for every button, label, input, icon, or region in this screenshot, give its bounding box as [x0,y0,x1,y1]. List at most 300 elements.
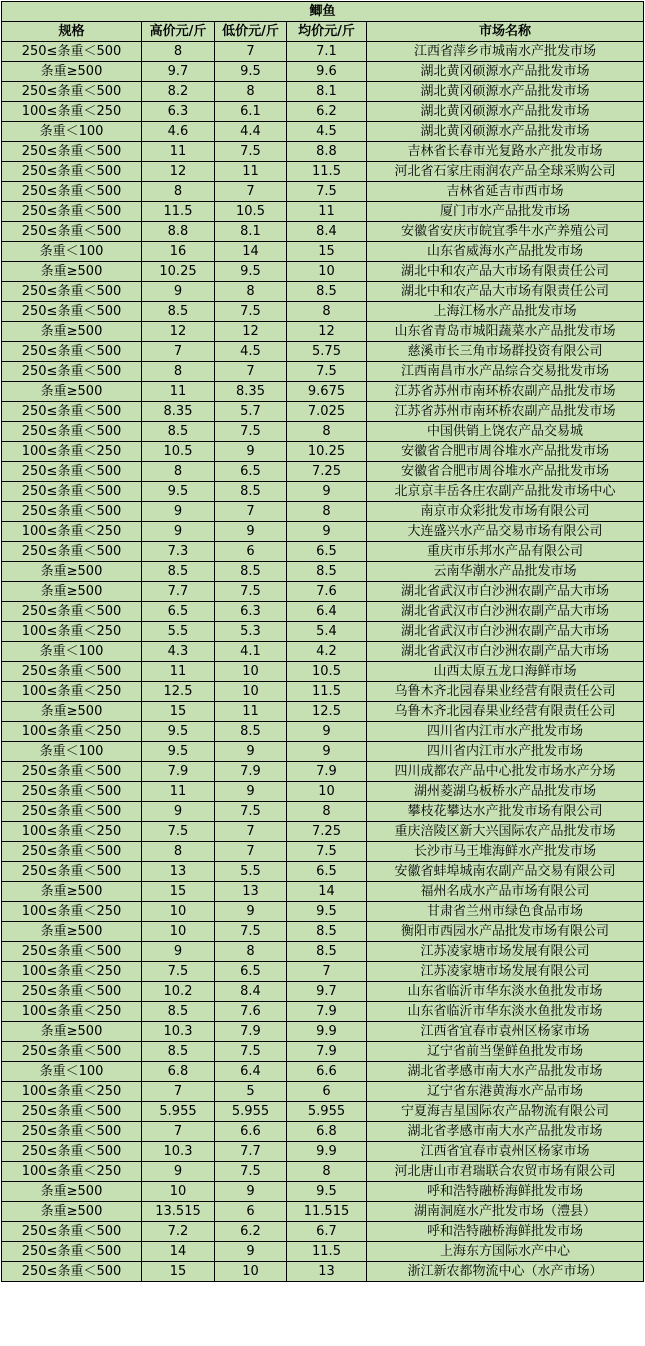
cell-low-price: 13 [215,882,287,902]
cell-spec: 250≤条重＜500 [2,222,142,242]
cell-low-price: 7.7 [215,1142,287,1162]
cell-spec: 250≤条重＜500 [2,162,142,182]
cell-avg-price: 7.5 [287,182,367,202]
cell-spec: 条重≥500 [2,1182,142,1202]
cell-spec: 100≤条重＜250 [2,1002,142,1022]
cell-low-price: 8.4 [215,982,287,1002]
cell-spec: 250≤条重＜500 [2,422,142,442]
cell-avg-price: 7 [287,962,367,982]
cell-market-name: 浙江新农都物流中心（水产市场） [367,1262,644,1282]
cell-low-price: 7 [215,182,287,202]
header-spec: 规格 [2,22,142,42]
cell-avg-price: 8 [287,802,367,822]
cell-high-price: 10.2 [142,982,215,1002]
cell-high-price: 8.2 [142,82,215,102]
cell-avg-price: 9.675 [287,382,367,402]
table-row [2,442,644,462]
cell-high-price: 10.5 [142,442,215,462]
cell-market-name: 呼和浩特融桥海鲜批发市场 [367,1222,644,1242]
table-row [2,362,644,382]
cell-spec: 250≤条重＜500 [2,942,142,962]
cell-low-price: 9 [215,742,287,762]
cell-avg-price: 9.9 [287,1022,367,1042]
cell-market-name: 河北唐山市君瑞联合农贸市场有限公司 [367,1162,644,1182]
table-row [2,702,644,722]
cell-spec: 250≤条重＜500 [2,482,142,502]
cell-market-name: 吉林省长春市光复路水产批发市场 [367,142,644,162]
cell-low-price: 12 [215,322,287,342]
cell-low-price: 7.9 [215,1022,287,1042]
table-row [2,822,644,842]
table-row [2,462,644,482]
cell-spec: 条重≥500 [2,582,142,602]
cell-avg-price: 6.4 [287,602,367,622]
cell-high-price: 12.5 [142,682,215,702]
cell-avg-price: 9 [287,742,367,762]
cell-low-price: 11 [215,162,287,182]
cell-avg-price: 4.2 [287,642,367,662]
cell-spec: 250≤条重＜500 [2,1102,142,1122]
cell-low-price: 7.5 [215,422,287,442]
table-row [2,682,644,702]
cell-low-price: 6.3 [215,602,287,622]
cell-spec: 条重≥500 [2,322,142,342]
cell-low-price: 6 [215,1202,287,1222]
cell-avg-price: 10.25 [287,442,367,462]
cell-avg-price: 9.6 [287,62,367,82]
table-row [2,562,644,582]
cell-avg-price: 11 [287,202,367,222]
cell-low-price: 6 [215,542,287,562]
header-row [2,22,644,42]
cell-market-name: 南京市众彩批发市场有限公司 [367,502,644,522]
cell-low-price: 5.5 [215,862,287,882]
cell-spec: 100≤条重＜250 [2,442,142,462]
table-row [2,902,644,922]
header-low-price: 低价元/斤 [215,22,287,42]
table-row [2,802,644,822]
cell-high-price: 9 [142,502,215,522]
cell-low-price: 4.5 [215,342,287,362]
cell-market-name: 呼和浩特融桥海鲜批发市场 [367,1182,644,1202]
cell-low-price: 8.5 [215,722,287,742]
cell-low-price: 8 [215,942,287,962]
cell-high-price: 11 [142,782,215,802]
cell-high-price: 8 [142,182,215,202]
cell-low-price: 5 [215,1082,287,1102]
cell-avg-price: 9 [287,482,367,502]
cell-high-price: 10 [142,922,215,942]
cell-low-price: 7.5 [215,802,287,822]
table-row [2,1242,644,1262]
cell-low-price: 8.35 [215,382,287,402]
cell-avg-price: 11.5 [287,682,367,702]
cell-market-name: 湖北省孝感市南大水产品批发市场 [367,1062,644,1082]
cell-high-price: 12 [142,162,215,182]
cell-high-price: 10.3 [142,1142,215,1162]
cell-market-name: 安徽省安庆市皖宜季牛水产养殖公司 [367,222,644,242]
cell-avg-price: 10.5 [287,662,367,682]
cell-market-name: 江西南昌市水产品综合交易批发市场 [367,362,644,382]
cell-avg-price: 8.1 [287,82,367,102]
cell-spec: 100≤条重＜250 [2,822,142,842]
cell-avg-price: 11.515 [287,1202,367,1222]
cell-spec: 250≤条重＜500 [2,802,142,822]
table-row [2,622,644,642]
cell-spec: 100≤条重＜250 [2,102,142,122]
cell-high-price: 8 [142,842,215,862]
cell-market-name: 四川省内江市水产批发市场 [367,722,644,742]
cell-avg-price: 7.25 [287,462,367,482]
table-row [2,1262,644,1282]
cell-market-name: 衡阳市西园水产品批发市场有限公司 [367,922,644,942]
table-row [2,522,644,542]
cell-spec: 250≤条重＜500 [2,462,142,482]
cell-market-name: 湖北省武汉市白沙洲农副产品大市场 [367,602,644,622]
table-row [2,662,644,682]
cell-avg-price: 9.5 [287,902,367,922]
cell-low-price: 11 [215,702,287,722]
cell-market-name: 中国供销上饶农产品交易城 [367,422,644,442]
table-row [2,602,644,622]
table-row [2,402,644,422]
cell-high-price: 8 [142,362,215,382]
cell-avg-price: 7.025 [287,402,367,422]
table-row [2,422,644,442]
header-high-price: 高价元/斤 [142,22,215,42]
cell-low-price: 6.6 [215,1122,287,1142]
cell-spec: 100≤条重＜250 [2,522,142,542]
cell-market-name: 山东省青岛市城阳蔬菜水产品批发市场 [367,322,644,342]
cell-avg-price: 8.4 [287,222,367,242]
cell-spec: 100≤条重＜250 [2,902,142,922]
table-row [2,1202,644,1222]
table-row [2,122,644,142]
table-row [2,222,644,242]
cell-market-name: 湖北省武汉市白沙洲农副产品大市场 [367,622,644,642]
cell-low-price: 9 [215,902,287,922]
cell-high-price: 8.5 [142,1002,215,1022]
cell-low-price: 5.955 [215,1102,287,1122]
cell-market-name: 江苏省苏州市南环桥农副产品批发市场 [367,402,644,422]
table-row [2,322,644,342]
cell-low-price: 8.5 [215,562,287,582]
header-avg-price: 均价元/斤 [287,22,367,42]
cell-high-price: 8.5 [142,562,215,582]
cell-spec: 250≤条重＜500 [2,42,142,62]
cell-low-price: 4.4 [215,122,287,142]
cell-low-price: 5.7 [215,402,287,422]
cell-high-price: 13 [142,862,215,882]
cell-low-price: 6.5 [215,962,287,982]
cell-high-price: 7.2 [142,1222,215,1242]
cell-low-price: 9.5 [215,262,287,282]
cell-high-price: 15 [142,702,215,722]
cell-low-price: 9.5 [215,62,287,82]
cell-high-price: 9 [142,522,215,542]
cell-high-price: 7.5 [142,962,215,982]
cell-low-price: 6.2 [215,1222,287,1242]
cell-avg-price: 7.25 [287,822,367,842]
table-row [2,162,644,182]
table-row [2,1182,644,1202]
cell-low-price: 8.1 [215,222,287,242]
cell-high-price: 9 [142,1162,215,1182]
cell-high-price: 7 [142,1082,215,1102]
cell-low-price: 7 [215,842,287,862]
cell-high-price: 10.25 [142,262,215,282]
table-row [2,1122,644,1142]
cell-spec: 条重≥500 [2,882,142,902]
cell-spec: 250≤条重＜500 [2,142,142,162]
cell-spec: 100≤条重＜250 [2,722,142,742]
cell-high-price: 16 [142,242,215,262]
table-row [2,202,644,222]
table-row [2,922,644,942]
cell-market-name: 云南华潮水产品批发市场 [367,562,644,582]
cell-high-price: 15 [142,882,215,902]
cell-market-name: 安徽省蚌埠城南农副产品交易有限公司 [367,862,644,882]
cell-low-price: 7.9 [215,762,287,782]
cell-high-price: 5.955 [142,1102,215,1122]
cell-avg-price: 8.5 [287,942,367,962]
cell-market-name: 山西太原五龙口海鲜市场 [367,662,644,682]
cell-market-name: 上海江杨水产品批发市场 [367,302,644,322]
cell-low-price: 7 [215,502,287,522]
table-row [2,722,644,742]
table-row [2,582,644,602]
table-row [2,642,644,662]
table-row [2,82,644,102]
cell-avg-price: 4.5 [287,122,367,142]
cell-high-price: 7.9 [142,762,215,782]
cell-market-name: 慈溪市长三角市场群投资有限公司 [367,342,644,362]
cell-spec: 100≤条重＜250 [2,622,142,642]
cell-market-name: 湖州菱湖乌板桥水产品批发市场 [367,782,644,802]
cell-high-price: 11 [142,142,215,162]
cell-avg-price: 7.5 [287,842,367,862]
cell-high-price: 10 [142,1182,215,1202]
cell-spec: 250≤条重＜500 [2,982,142,1002]
cell-avg-price: 8.5 [287,922,367,942]
cell-market-name: 北京京丰岳各庄农副产品批发市场中心 [367,482,644,502]
table-row [2,742,644,762]
cell-low-price: 8.5 [215,482,287,502]
title-row [2,2,644,22]
cell-low-price: 7.5 [215,1042,287,1062]
table-row [2,282,644,302]
table-row [2,1002,644,1022]
cell-low-price: 9 [215,522,287,542]
cell-high-price: 6.5 [142,602,215,622]
cell-market-name: 湖北中和农产品大市场有限责任公司 [367,262,644,282]
cell-avg-price: 14 [287,882,367,902]
cell-avg-price: 9.7 [287,982,367,1002]
table-row [2,962,644,982]
cell-spec: 条重＜100 [2,642,142,662]
cell-market-name: 长沙市马王堆海鲜水产批发市场 [367,842,644,862]
table-row [2,1082,644,1102]
cell-spec: 250≤条重＜500 [2,762,142,782]
cell-spec: 条重≥500 [2,702,142,722]
cell-high-price: 7.5 [142,822,215,842]
cell-low-price: 7.5 [215,302,287,322]
cell-avg-price: 9 [287,722,367,742]
cell-avg-price: 7.1 [287,42,367,62]
cell-avg-price: 5.4 [287,622,367,642]
cell-avg-price: 15 [287,242,367,262]
cell-market-name: 湖北黄冈硕源水产品批发市场 [367,122,644,142]
cell-market-name: 甘肃省兰州市绿色食品市场 [367,902,644,922]
cell-market-name: 上海东方国际水产中心 [367,1242,644,1262]
cell-low-price: 9 [215,1182,287,1202]
cell-high-price: 8.5 [142,302,215,322]
table-row [2,382,644,402]
cell-low-price: 9 [215,1242,287,1262]
cell-spec: 250≤条重＜500 [2,1122,142,1142]
cell-high-price: 9.5 [142,722,215,742]
cell-market-name: 湖北黄冈硕源水产品批发市场 [367,82,644,102]
cell-high-price: 15 [142,1262,215,1282]
cell-market-name: 安徽省合肥市周谷堆水产品批发市场 [367,462,644,482]
cell-avg-price: 6.7 [287,1222,367,1242]
table-row [2,862,644,882]
cell-market-name: 大连盛兴水产品交易市场有限公司 [367,522,644,542]
table-row [2,342,644,362]
cell-avg-price: 9 [287,522,367,542]
cell-avg-price: 10 [287,782,367,802]
cell-avg-price: 13 [287,1262,367,1282]
cell-avg-price: 6.6 [287,1062,367,1082]
cell-market-name: 山东省威海水产品批发市场 [367,242,644,262]
header-market-name: 市场名称 [367,22,644,42]
cell-avg-price: 11.5 [287,162,367,182]
cell-low-price: 7.5 [215,1162,287,1182]
cell-low-price: 7 [215,822,287,842]
cell-low-price: 4.1 [215,642,287,662]
cell-low-price: 10 [215,662,287,682]
cell-high-price: 7 [142,342,215,362]
table-row [2,142,644,162]
table-row [2,1022,644,1042]
cell-spec: 条重≥500 [2,562,142,582]
cell-spec: 250≤条重＜500 [2,842,142,862]
cell-high-price: 12 [142,322,215,342]
cell-spec: 条重≥500 [2,1202,142,1222]
cell-spec: 250≤条重＜500 [2,502,142,522]
cell-market-name: 辽宁省前当堡鲜鱼批发市场 [367,1042,644,1062]
cell-avg-price: 9.5 [287,1182,367,1202]
cell-spec: 250≤条重＜500 [2,182,142,202]
cell-low-price: 6.5 [215,462,287,482]
table-row [2,102,644,122]
cell-avg-price: 9.9 [287,1142,367,1162]
cell-low-price: 6.4 [215,1062,287,1082]
cell-spec: 250≤条重＜500 [2,362,142,382]
price-table [1,1,644,1282]
cell-avg-price: 7.9 [287,1002,367,1022]
cell-spec: 250≤条重＜500 [2,1242,142,1262]
cell-avg-price: 6 [287,1082,367,1102]
cell-spec: 250≤条重＜500 [2,302,142,322]
cell-market-name: 江西省萍乡市城南水产批发市场 [367,42,644,62]
cell-low-price: 7.5 [215,142,287,162]
cell-spec: 250≤条重＜500 [2,1142,142,1162]
cell-avg-price: 8 [287,1162,367,1182]
table-row [2,1162,644,1182]
table-row [2,482,644,502]
cell-low-price: 8 [215,82,287,102]
cell-market-name: 山东省临沂市华东淡水鱼批发市场 [367,1002,644,1022]
cell-spec: 250≤条重＜500 [2,402,142,422]
cell-spec: 100≤条重＜250 [2,1082,142,1102]
cell-avg-price: 8 [287,422,367,442]
cell-spec: 100≤条重＜250 [2,1162,142,1182]
table-row [2,762,644,782]
table-row [2,1102,644,1122]
cell-spec: 250≤条重＜500 [2,1222,142,1242]
cell-low-price: 7 [215,42,287,62]
table-row [2,782,644,802]
cell-high-price: 7.7 [142,582,215,602]
cell-high-price: 14 [142,1242,215,1262]
cell-avg-price: 12 [287,322,367,342]
cell-high-price: 10 [142,902,215,922]
cell-high-price: 8.5 [142,1042,215,1062]
cell-high-price: 9 [142,802,215,822]
table-row [2,942,644,962]
cell-avg-price: 7.5 [287,362,367,382]
cell-high-price: 5.5 [142,622,215,642]
cell-market-name: 四川省内江市水产批发市场 [367,742,644,762]
cell-market-name: 江苏凌家塘市场发展有限公司 [367,962,644,982]
cell-avg-price: 8.8 [287,142,367,162]
cell-high-price: 7 [142,1122,215,1142]
cell-avg-price: 8 [287,302,367,322]
cell-market-name: 重庆涪陵区新大兴国际农产品批发市场 [367,822,644,842]
table-row [2,842,644,862]
cell-spec: 条重＜100 [2,242,142,262]
cell-low-price: 10 [215,682,287,702]
cell-avg-price: 12.5 [287,702,367,722]
cell-high-price: 9 [142,942,215,962]
cell-spec: 条重≥500 [2,1022,142,1042]
cell-avg-price: 5.75 [287,342,367,362]
cell-avg-price: 10 [287,262,367,282]
cell-high-price: 10.3 [142,1022,215,1042]
cell-avg-price: 8.5 [287,282,367,302]
cell-spec: 250≤条重＜500 [2,782,142,802]
table-row [2,262,644,282]
cell-market-name: 乌鲁木齐北园春果业经营有限责任公司 [367,682,644,702]
table-row [2,302,644,322]
cell-market-name: 辽宁省东港黄海水产品市场 [367,1082,644,1102]
cell-avg-price: 6.2 [287,102,367,122]
cell-spec: 250≤条重＜500 [2,862,142,882]
cell-low-price: 9 [215,782,287,802]
cell-high-price: 13.515 [142,1202,215,1222]
cell-high-price: 11 [142,382,215,402]
cell-market-name: 湖北黄冈硕源水产品批发市场 [367,62,644,82]
table-row [2,882,644,902]
cell-avg-price: 7.6 [287,582,367,602]
table-row [2,242,644,262]
table-row [2,62,644,82]
cell-high-price: 9.5 [142,742,215,762]
cell-market-name: 江苏凌家塘市场发展有限公司 [367,942,644,962]
cell-low-price: 6.1 [215,102,287,122]
cell-spec: 条重＜100 [2,742,142,762]
